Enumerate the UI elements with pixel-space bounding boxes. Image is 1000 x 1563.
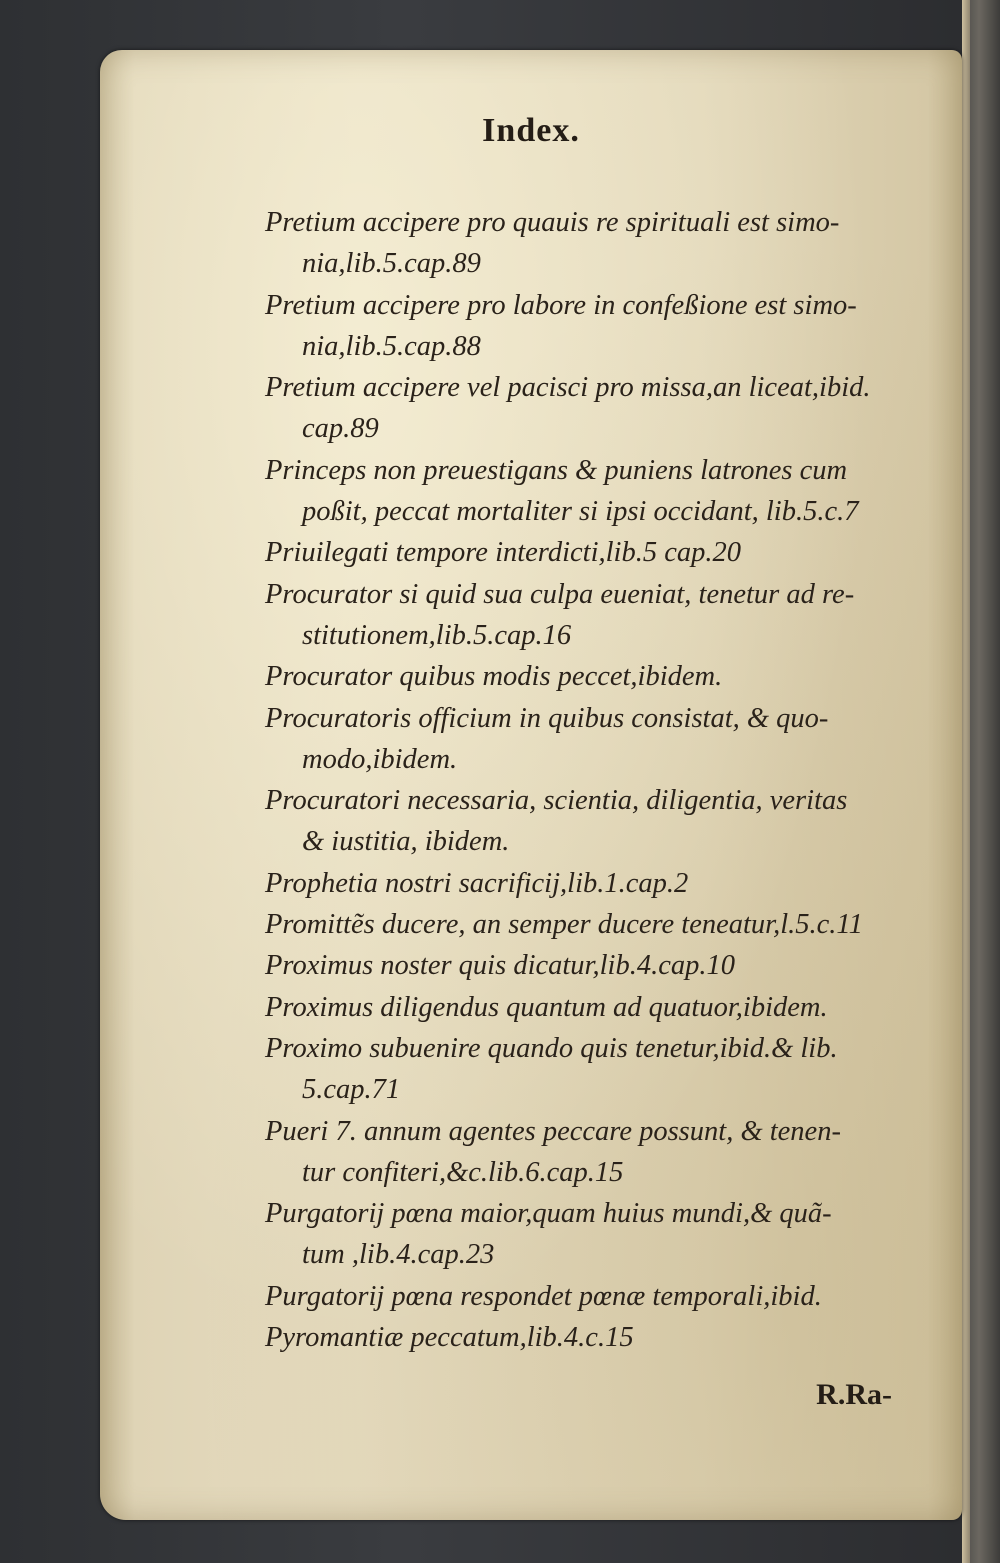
index-entry [265,780,1000,863]
index-entry-continuation: tur confiteri,&c.lib.6.cap.15 [302,1156,624,1188]
index-entry-line: Procurator quibus modis peccet,ibidem. [265,661,723,693]
page-title: Index. [482,112,580,149]
index-entry [265,574,1000,657]
index-entry-line: Pretium accipere vel pacisci pro missa,an liceat,ibid. [265,372,871,404]
index-entry-line: Prophetia nostri sacrificij,lib.1.cap.2 [265,867,689,899]
index-entry-continuation: poßit, peccat mortaliter si ipsi occidant, lib.5.c.7 [302,496,859,528]
catchword: R.Ra- [816,1378,892,1411]
index-entry-line: Proximo subuenire quando quis tenetur,ibid.& lib. [265,1032,838,1064]
index-entry-continuation: stitutionem,lib.5.cap.16 [302,619,572,651]
index-entry [265,367,1000,450]
index-entry-list [265,202,1000,1358]
index-entry [265,698,1000,781]
index-entry-line: Procurator si quid sua culpa eueniat, tenetur ad re- [265,578,855,610]
index-entry [265,1276,1000,1317]
index-entry [265,904,1000,945]
index-entry-continuation: nia,lib.5.cap.89 [302,248,481,280]
index-entry-continuation: nia,lib.5.cap.88 [302,330,481,362]
index-entry [265,1317,1000,1358]
index-entry-line: Purgatorij pœna respondet pœnæ temporali,ibid. [265,1280,822,1312]
index-entry-line: Proximus noster quis dicatur,lib.4.cap.10 [265,950,735,982]
index-entry [265,450,1000,533]
index-entry [265,532,1000,573]
index-entry-continuation: modo,ibidem. [302,743,458,775]
index-entry [265,285,1000,368]
index-entry [265,1193,1000,1276]
index-entry-line: Pyromantiæ peccatum,lib.4.c.15 [265,1322,634,1354]
index-entry-line: Procuratori necessaria, scientia, diligentia, veritas [265,785,848,817]
index-entry [265,863,1000,904]
index-entry-continuation: cap.89 [302,413,379,445]
index-entry-line: Procuratoris officium in quibus consistat, & quo- [265,702,829,734]
index-entry [265,1111,1000,1194]
index-entry [265,945,1000,986]
book-page [100,50,962,1520]
index-entry-line: Pretium accipere pro labore in confeßione est simo- [265,289,857,321]
index-entry-continuation: 5.cap.71 [302,1074,401,1106]
index-entry-continuation: & iustitia, ibidem. [302,826,510,858]
index-entry-line: Pretium accipere pro quauis re spirituali est simo- [265,207,840,238]
index-entry-line: Proximus diligendus quantum ad quatuor,ibidem. [265,991,828,1023]
index-entry-continuation: tum ,lib.4.cap.23 [302,1239,495,1271]
index-entry [265,656,1000,697]
index-entry [265,987,1000,1028]
index-entry [265,1028,1000,1111]
index-entry-line: Purgatorij pœna maior,quam huius mundi,& quã- [265,1198,832,1230]
index-entry-line: Pueri 7. annum agentes peccare possunt, & tenen- [265,1115,841,1147]
index-entry-line: Priuilegati tempore interdicti,lib.5 cap.20 [265,537,741,569]
index-entry [265,202,1000,285]
index-entry-line: Princeps non preuestigans & puniens latrones cum [265,454,848,486]
index-entry-line: Promittẽs ducere, an semper ducere teneatur,l.5.c.11 [265,909,863,941]
